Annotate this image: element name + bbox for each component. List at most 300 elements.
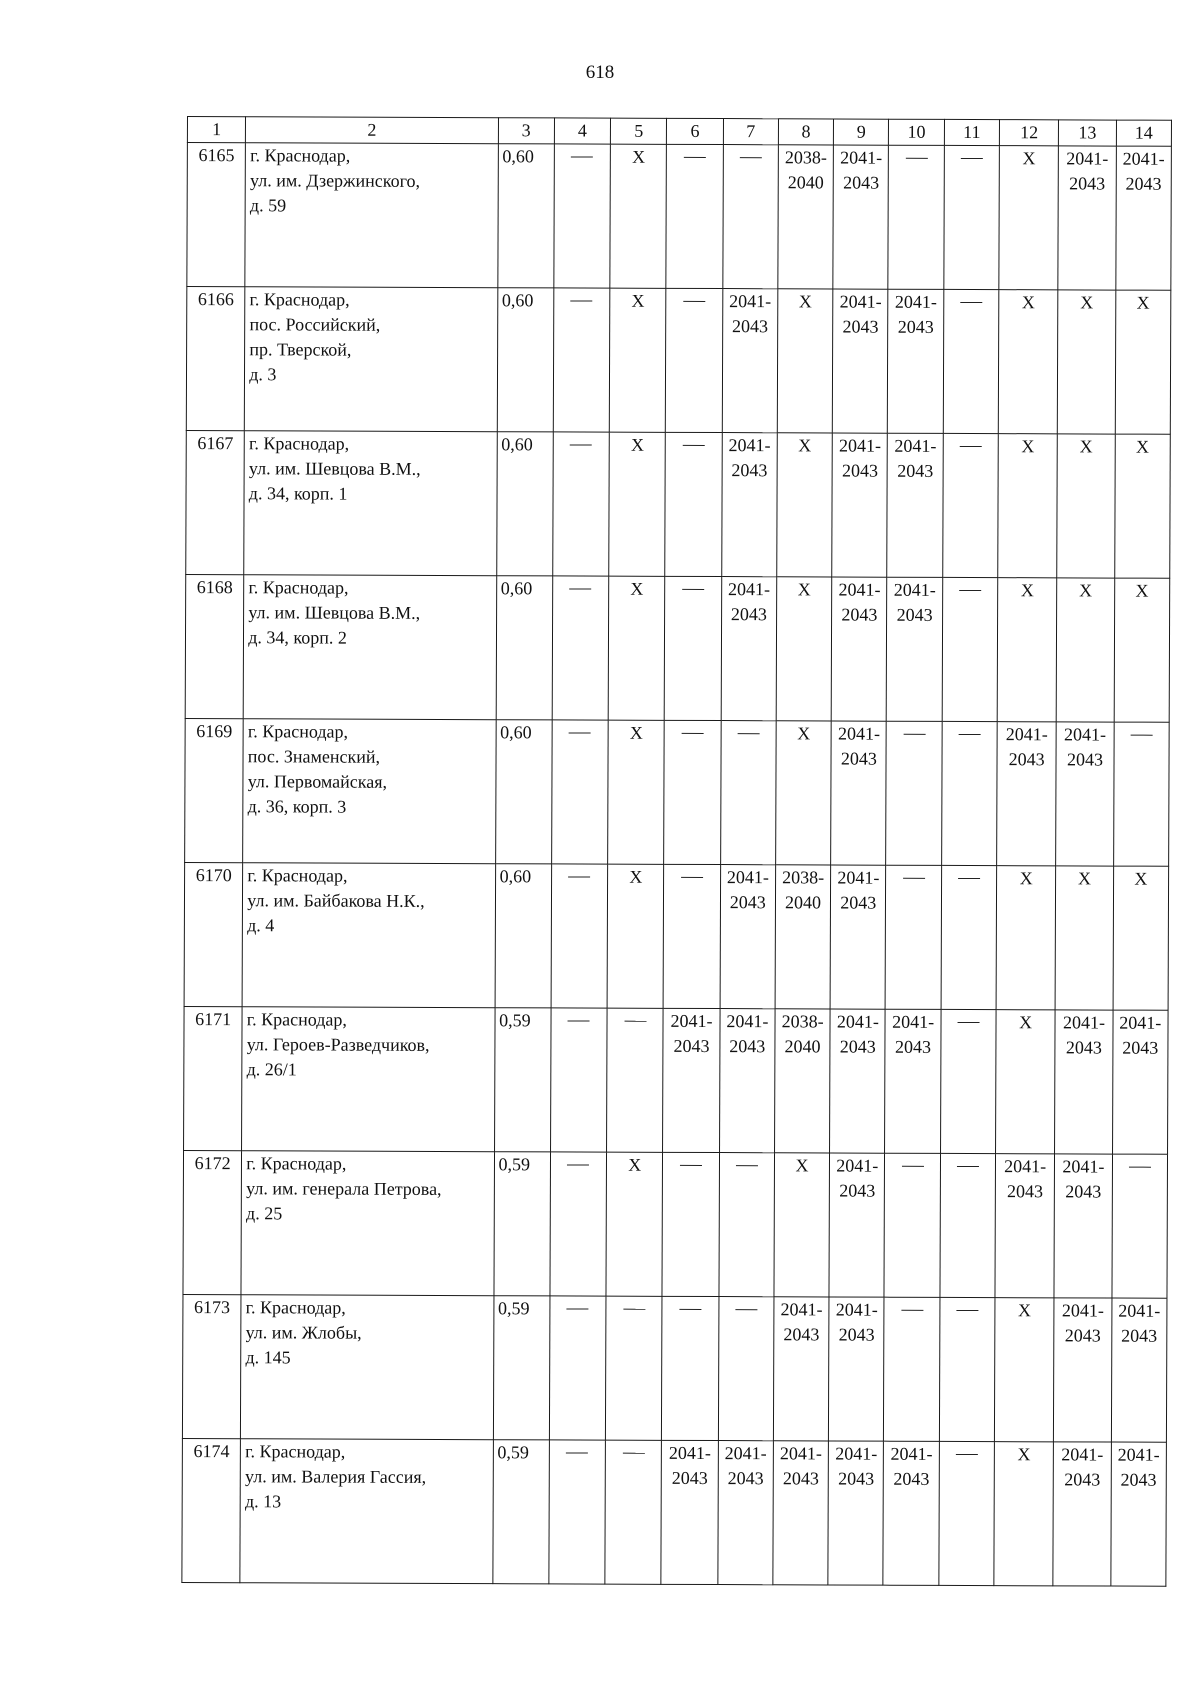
mark-cell: Х: [1113, 866, 1169, 1010]
address-line: ул. им. Байбакова Н.К.,: [247, 890, 425, 911]
dash-mark: [680, 1165, 702, 1166]
dash-mark: [624, 1021, 646, 1022]
year-range-cell: [719, 1009, 775, 1153]
year-end: 2043: [839, 1036, 876, 1057]
dash-cell: [940, 1153, 996, 1297]
dash-mark: [568, 1021, 590, 1022]
year-end: 2043: [730, 604, 767, 625]
address-cell: [244, 431, 497, 576]
address-line: ул. Первомайская,: [247, 771, 388, 792]
year-range-cell: [773, 1297, 829, 1441]
year-range-cell: [722, 289, 778, 433]
dash-cell: [553, 288, 610, 432]
mark-cell: Х: [1114, 434, 1170, 578]
year-range-cell: [775, 865, 831, 1009]
column-header: 7: [723, 119, 778, 145]
year-start: 2041-: [1066, 148, 1109, 169]
dash-cell: [718, 1297, 774, 1441]
dash-mark: [957, 1022, 979, 1023]
mark-cell: Х: [609, 288, 666, 432]
dash-mark: [683, 301, 705, 302]
mark-cell: Х: [776, 721, 832, 865]
address-line: ул. Героев-Разведчиков,: [246, 1034, 430, 1055]
page-number: 618: [585, 62, 615, 83]
dash-mark: [679, 1309, 701, 1310]
dash-mark: [901, 1310, 923, 1311]
year-end: 2043: [1064, 1469, 1101, 1490]
year-range-cell: [661, 1440, 718, 1584]
year-start: 2041-: [1061, 1300, 1104, 1321]
row-number: 6173: [182, 1294, 241, 1438]
mark-cell: Х: [777, 289, 833, 433]
year-range-cell: [774, 1009, 830, 1153]
address-line: г. Краснодар,: [245, 1441, 346, 1462]
address-line: д. 3: [249, 364, 277, 385]
dash-cell: [1112, 1154, 1168, 1298]
dash-cell: [665, 576, 722, 720]
year-end: 2043: [843, 172, 880, 193]
row-number: 6165: [187, 143, 246, 287]
year-end: 2043: [783, 1324, 820, 1345]
year-start: 2041-: [894, 435, 937, 456]
dash-cell: [944, 145, 1000, 289]
year-end: 2043: [673, 1035, 710, 1057]
dash-mark: [566, 1453, 588, 1454]
value-cell: 0,60: [496, 576, 553, 720]
dash-mark: [736, 1165, 758, 1166]
address-line: д. 4: [247, 915, 275, 936]
dash-cell: [939, 1297, 995, 1441]
address-cell: [243, 719, 496, 864]
year-end: 2043: [1122, 1037, 1159, 1058]
dash-mark: [959, 590, 981, 591]
year-start: 2041-: [1062, 1156, 1105, 1177]
address-cell: [245, 143, 498, 288]
dash-cell: [941, 721, 997, 865]
dash-mark: [567, 1165, 589, 1166]
dash-cell: [663, 864, 720, 1008]
column-header: 10: [889, 119, 944, 145]
column-header: 2: [246, 117, 498, 144]
dash-mark: [623, 1309, 645, 1310]
mark-cell: Х: [999, 146, 1059, 290]
dash-mark: [958, 878, 980, 879]
dash-cell: [554, 144, 611, 288]
table-row: [187, 143, 1172, 291]
address-cell: [241, 1151, 494, 1296]
column-header: 3: [498, 118, 554, 144]
dash-mark: [903, 734, 925, 735]
year-range-cell: [778, 145, 834, 289]
year-start: 2041-: [835, 1299, 878, 1320]
dash-mark: [960, 446, 982, 447]
mark-cell: Х: [776, 577, 832, 721]
dash-cell: [605, 1440, 662, 1584]
dash-mark: [956, 1310, 978, 1311]
table-row: [184, 1006, 1169, 1154]
address-cell: [242, 1007, 495, 1152]
dash-mark: [737, 733, 759, 734]
address-line: ул. им. Валерия Гассия,: [245, 1466, 427, 1487]
table-row: [182, 1294, 1167, 1442]
row-number: 6172: [183, 1150, 242, 1294]
year-start: 2038-: [784, 147, 827, 168]
year-start: 2041-: [1117, 1444, 1160, 1465]
year-start: 2041-: [835, 1443, 878, 1464]
year-start: 2041-: [727, 579, 771, 600]
year-start: 2041-: [837, 723, 881, 744]
address-line: д. 36, корп. 3: [247, 796, 347, 817]
year-start: 2041-: [836, 1155, 879, 1176]
dash-mark: [960, 302, 982, 303]
mark-cell: Х: [1055, 866, 1113, 1010]
register-table: [181, 116, 1172, 1587]
mark-cell: Х: [994, 1442, 1054, 1586]
value-cell: 0,59: [494, 1152, 551, 1296]
dash-mark: [959, 734, 981, 735]
dash-cell: [888, 145, 944, 289]
year-start: 2038-: [781, 1011, 824, 1032]
mark-cell: Х: [774, 1153, 830, 1297]
year-start: 2041-: [836, 1011, 879, 1032]
value-cell: 0,60: [497, 144, 554, 288]
dash-mark: [735, 1309, 757, 1310]
address-line: ул. им. Дзержинского,: [249, 170, 421, 191]
year-end: 2043: [1064, 1325, 1101, 1346]
year-range-cell: [1053, 1442, 1111, 1586]
value-cell: 0,59: [492, 1440, 549, 1584]
dash-cell: [939, 1441, 995, 1585]
address-line: г. Краснодар,: [250, 145, 351, 166]
year-start: 2041-: [724, 1443, 767, 1464]
year-start: 2041-: [837, 867, 880, 888]
year-end: 2043: [895, 1036, 932, 1057]
column-header: 6: [667, 118, 723, 144]
year-range-cell: [718, 1441, 774, 1585]
year-start: 2041-: [1061, 1444, 1104, 1465]
value-cell: 0,60: [497, 288, 554, 432]
value-cell: 0,60: [495, 864, 552, 1008]
row-number: 6166: [186, 287, 245, 431]
dash-cell: [549, 1296, 606, 1440]
dash-cell: [884, 1297, 940, 1441]
year-start: 2041-: [726, 1011, 769, 1032]
year-end: 2040: [787, 172, 824, 193]
dash-cell: [886, 865, 942, 1009]
value-cell: 0,60: [496, 432, 553, 576]
year-range-cell: [831, 721, 887, 865]
year-start: 2041-: [668, 1442, 711, 1464]
dash-mark: [571, 157, 593, 158]
year-range-cell: [887, 577, 943, 721]
year-end: 2043: [729, 892, 766, 913]
year-range-cell: [721, 433, 777, 577]
dash-mark: [740, 157, 762, 158]
mark-cell: Х: [998, 290, 1058, 434]
dash-cell: [606, 1296, 663, 1440]
mark-cell: Х: [608, 720, 665, 864]
year-range-cell: [1112, 1010, 1168, 1154]
year-start: 2041-: [839, 291, 882, 312]
value-cell: 0,60: [495, 720, 552, 864]
year-end: 2043: [671, 1467, 708, 1489]
dash-mark: [956, 1454, 978, 1455]
year-start: 2041-: [1004, 1156, 1047, 1177]
year-end: 2043: [1069, 173, 1106, 194]
address-line: д. 59: [249, 195, 287, 216]
mark-cell: Х: [608, 576, 665, 720]
address-line: д. 25: [246, 1203, 283, 1224]
dash-cell: [943, 289, 999, 433]
address-line: г. Краснодар,: [247, 865, 348, 886]
dash-cell: [942, 577, 998, 721]
row-number: 6169: [185, 718, 244, 862]
year-range-cell: [663, 1008, 720, 1152]
year-end: 2040: [785, 892, 822, 913]
dash-cell: [886, 721, 942, 865]
table-row: [184, 862, 1169, 1010]
year-range-cell: [1111, 1298, 1167, 1442]
address-line: пос. Российский,: [249, 314, 381, 335]
dash-mark: [570, 445, 592, 446]
table-row: [182, 1438, 1167, 1586]
column-header: 1: [187, 117, 245, 143]
dash-cell: [941, 865, 997, 1009]
address-line: ул. им. генерала Петрова,: [246, 1178, 442, 1199]
year-start: 2041-: [890, 1443, 933, 1464]
year-end: 2043: [838, 1468, 875, 1489]
address-line: д. 13: [244, 1491, 282, 1512]
value-cell: 0,59: [494, 1008, 551, 1152]
year-end: 2043: [731, 460, 768, 481]
address-line: г. Краснодар,: [245, 1297, 346, 1318]
address-line: ул. им. Шевцова В.М.,: [248, 602, 421, 623]
year-end: 2043: [1006, 1181, 1044, 1202]
table-row: [186, 287, 1171, 435]
year-end: 2043: [1065, 1037, 1102, 1058]
year-end: 2043: [1121, 1325, 1158, 1346]
address-line: ул. им. Жлобы,: [245, 1322, 362, 1343]
year-end: 2043: [782, 1468, 819, 1489]
year-start: 2041-: [1119, 1012, 1162, 1033]
address-line: д. 26/1: [246, 1059, 297, 1080]
year-range-cell: [831, 577, 887, 721]
dash-cell: [884, 1153, 940, 1297]
dash-cell: [665, 432, 722, 576]
dash-cell: [551, 720, 608, 864]
row-number: 6167: [186, 430, 245, 574]
year-range-cell: [833, 145, 889, 289]
table-row: [185, 574, 1170, 722]
dash-cell: [664, 720, 721, 864]
dash-cell: [607, 1008, 664, 1152]
dash-mark: [681, 877, 703, 878]
row-number: 6174: [182, 1438, 241, 1582]
dash-cell: [720, 721, 776, 865]
mark-cell: Х: [777, 433, 833, 577]
mark-cell: Х: [607, 864, 664, 1008]
mark-cell: Х: [996, 1010, 1056, 1154]
mark-cell: Х: [1058, 290, 1116, 434]
year-range-cell: [1054, 1298, 1112, 1442]
address-line: г. Краснодар,: [248, 433, 350, 454]
dash-mark: [682, 733, 704, 734]
table-row: [186, 430, 1171, 578]
mark-cell: Х: [1115, 290, 1171, 434]
year-range-cell: [829, 1297, 885, 1441]
dash-cell: [942, 433, 998, 577]
column-header: 8: [778, 119, 833, 145]
column-header: 13: [1059, 120, 1116, 146]
year-start: 2041-: [838, 579, 881, 600]
year-start: 2041-: [670, 1010, 713, 1032]
year-range-cell: [829, 1153, 885, 1297]
dash-mark: [570, 589, 592, 590]
year-start: 2041-: [840, 147, 883, 168]
address-line: д. 145: [245, 1347, 291, 1368]
column-header: 12: [999, 120, 1058, 146]
dash-mark: [571, 301, 593, 302]
year-end: 2043: [1125, 173, 1162, 194]
year-end: 2043: [897, 460, 934, 481]
year-end: 2043: [842, 316, 879, 337]
address-cell: [241, 1295, 494, 1440]
year-range-cell: [830, 1009, 886, 1153]
dash-mark: [903, 878, 925, 879]
year-range-cell: [1058, 146, 1116, 290]
year-end: 2043: [727, 1468, 764, 1489]
address-line: г. Краснодар,: [246, 1009, 347, 1030]
dash-mark: [623, 1453, 645, 1454]
address-cell: [243, 575, 496, 720]
mark-cell: Х: [994, 1298, 1054, 1442]
year-start: 2038-: [782, 867, 825, 888]
year-end: 2043: [893, 1468, 930, 1489]
dash-cell: [719, 1153, 775, 1297]
year-range-cell: [883, 1441, 939, 1585]
row-number: 6170: [184, 862, 243, 1006]
column-header: 4: [554, 118, 610, 144]
year-start: 2041-: [728, 435, 771, 456]
address-cell: [240, 1439, 493, 1584]
year-range-cell: [830, 865, 886, 1009]
year-start: 2041-: [894, 291, 937, 312]
table-body: [182, 143, 1172, 1587]
year-start: 2041-: [839, 435, 882, 456]
dash-mark: [567, 1309, 589, 1310]
year-end: 2043: [840, 892, 877, 913]
mark-cell: Х: [610, 144, 667, 288]
table-row: [183, 1150, 1168, 1298]
year-end: 2040: [784, 1036, 821, 1057]
year-start: 2041-: [892, 1011, 935, 1032]
dash-mark: [683, 445, 705, 446]
address-line: д. 34, корп. 1: [248, 483, 348, 504]
year-range-cell: [720, 865, 776, 1009]
dash-mark: [902, 1166, 924, 1167]
year-end: 2043: [1120, 1469, 1157, 1490]
year-end: 2043: [1065, 1181, 1102, 1202]
year-range-cell: [828, 1441, 884, 1585]
address-line: д. 34, корп. 2: [248, 627, 347, 648]
mark-cell: Х: [609, 432, 666, 576]
row-number: 6171: [184, 1006, 243, 1150]
address-cell: [242, 863, 495, 1008]
year-end: 2043: [838, 1324, 875, 1345]
year-range-cell: [997, 722, 1057, 866]
dash-mark: [1129, 1167, 1151, 1168]
year-end: 2043: [840, 748, 877, 769]
year-range-cell: [1054, 1154, 1112, 1298]
year-start: 2041-: [1118, 1300, 1161, 1321]
year-end: 2043: [1008, 749, 1045, 770]
year-start: 2041-: [726, 867, 769, 888]
address-line: пос. Знаменский,: [247, 746, 381, 767]
year-range-cell: [887, 433, 943, 577]
year-range-cell: [1115, 146, 1171, 290]
year-start: 2041-: [1122, 148, 1165, 169]
address-line: г. Краснодар,: [249, 289, 350, 310]
dash-mark: [961, 158, 983, 159]
year-range-cell: [885, 1009, 941, 1153]
dash-cell: [662, 1296, 719, 1440]
year-range-cell: [832, 433, 888, 577]
header-row: [187, 117, 1171, 147]
year-end: 2043: [729, 1036, 766, 1057]
year-start: 2041-: [1062, 1012, 1106, 1033]
dash-mark: [957, 1166, 979, 1167]
dash-cell: [940, 1009, 996, 1153]
year-start: 2041-: [1005, 724, 1048, 745]
year-range-cell: [888, 289, 944, 433]
year-start: 2041-: [893, 579, 936, 600]
year-range-cell: [1056, 722, 1114, 866]
year-range-cell: [773, 1441, 829, 1585]
dash-cell: [662, 1152, 719, 1296]
dash-cell: [553, 432, 610, 576]
dash-mark: [905, 158, 927, 159]
dash-cell: [1113, 722, 1169, 866]
dash-cell: [551, 864, 608, 1008]
address-line: г. Краснодар,: [246, 1153, 347, 1174]
year-end: 2043: [1066, 749, 1104, 770]
year-start: 2041-: [1064, 724, 1107, 745]
year-range-cell: [995, 1154, 1055, 1298]
column-header: 11: [944, 119, 999, 145]
column-header: 14: [1116, 120, 1172, 146]
mark-cell: Х: [1114, 578, 1170, 722]
dash-mark: [682, 589, 704, 590]
year-start: 2041-: [779, 1443, 822, 1464]
dash-cell: [550, 1152, 607, 1296]
year-start: 2041-: [780, 1299, 823, 1320]
address-line: г. Краснодар,: [248, 577, 349, 598]
year-end: 2043: [896, 604, 933, 625]
year-range-cell: [721, 577, 777, 721]
dash-mark: [569, 733, 591, 734]
year-start: 2041-: [729, 291, 772, 312]
address-line: ул. им. Шевцова В.М.,: [248, 458, 421, 479]
column-header: 9: [834, 119, 889, 145]
year-end: 2043: [841, 460, 879, 481]
value-cell: 0,59: [493, 1296, 550, 1440]
dash-cell: [666, 144, 723, 288]
row-number: 6168: [185, 574, 244, 718]
year-end: 2043: [897, 316, 934, 337]
year-end: 2043: [731, 316, 769, 337]
mark-cell: Х: [996, 866, 1056, 1010]
year-range-cell: [833, 289, 889, 433]
